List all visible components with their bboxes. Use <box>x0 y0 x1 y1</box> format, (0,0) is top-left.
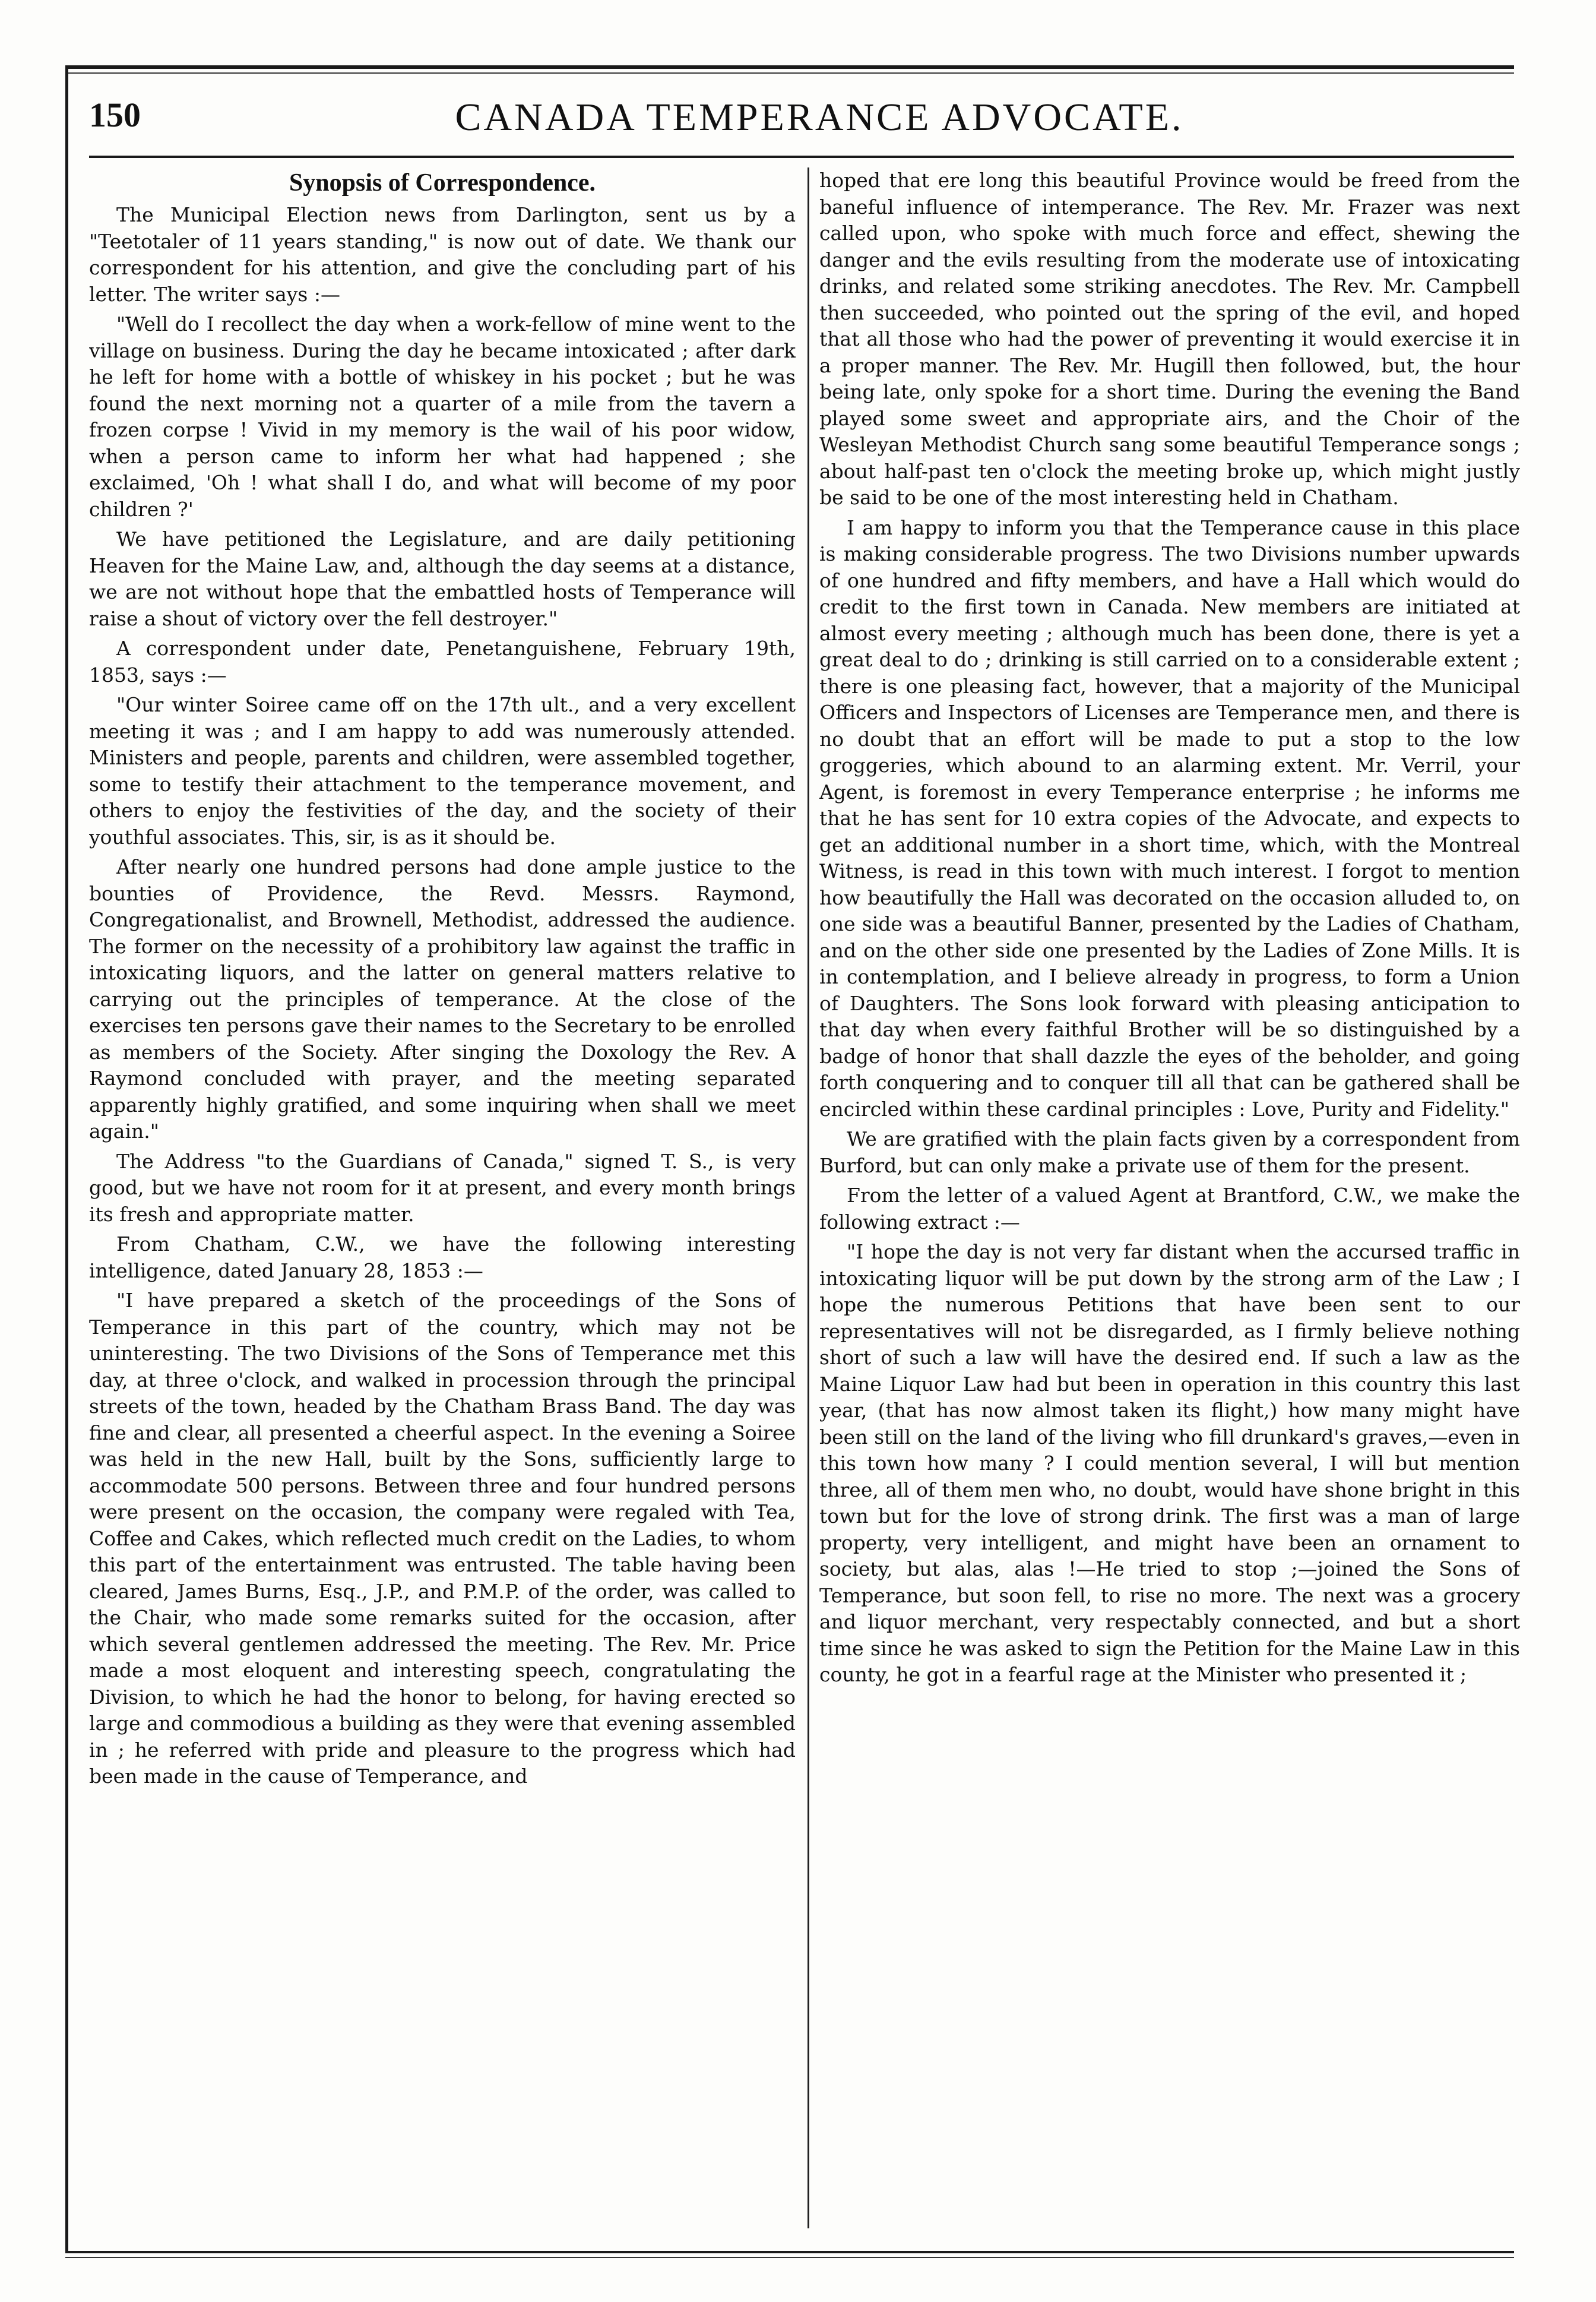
paragraph: We have petitioned the Legislature, and are daily petitioning Heaven for the Maine Law, and, although the day seems at a distance, we are not without hope that the embattled hosts of Temperance will raise a shout of victory over the fell destroyer." <box>89 527 796 630</box>
paragraph: After nearly one hundred persons had done ample justice to the bounties of Providence, the Revd. Messrs. Raymond, Congregationalist, and Brownell, Methodist, addressed the audience. The former on the necessity of a prohibitory law against the traffic in intoxicating liquors, and the latter on general matters relative to carrying out the principles of temperance. At the close of the exercises ten persons gave their names to the Secretary to be enrolled as members of the Society. After singing the Doxology the Rev. A Raymond concluded with prayer, and the meeting separated apparently highly gratified, and some inquiring when shall we meet again." <box>89 855 796 1143</box>
journal-title: CANADA TEMPERANCE ADVOCATE. <box>455 96 1184 139</box>
top-border-rule <box>65 65 1514 69</box>
bottom-border-rule-thin <box>65 2257 1514 2258</box>
left-border-rule <box>65 65 68 2251</box>
paragraph: We are gratified with the plain facts given by a correspondent from Burford, but can only make a private use of them for the present. <box>819 1127 1520 1177</box>
bottom-border-rule <box>65 2251 1514 2253</box>
paragraph: From the letter of a valued Agent at Brantford, C.W., we make the following extract :— <box>819 1184 1520 1234</box>
header-rule <box>89 156 1514 158</box>
paragraph: From Chatham, C.W., we have the following interesting intelligence, dated January 28, 1853 :— <box>89 1232 796 1282</box>
paragraph: "I hope the day is not very far distant when the accursed traffic in intoxicating liquor will be put down by the strong arm of the Law ; I hope the numerous Petitions that have been sent to our representatives will not be disregarded, as I firmly believe nothing short of such a law will have the desired end. If such a law as the Maine Liquor Law had but been in operation in this country this last year, (that has now almost taken its flight,) how many might have been still on the land of the living who fill drunkard's graves,—even in this town how many ? I could mention several, I will but mention three, all of them men who, no doubt, would have shone bright in this town but for the love of strong drink. The first was a man of large property, very intelligent, and might have been an ornament to society, but alas, alas !—He tried to stop ;—joined the Sons of Temperance, but soon fell, to rise no more. The next was a grocery and liquor merchant, very respectably connected, and but a short time since he was asked to sign the Petition for the Maine Law in this county, he got in a fearful rage at the Minister who presented it ; <box>819 1240 1520 1686</box>
section-heading: Synopsis of Correspondence. <box>289 169 596 197</box>
paragraph: "I have prepared a sketch of the proceedings of the Sons of Temperance in this part of the country, which may not be uninteresting. The two Divisions of the Sons of Temperance met this day, at three o'clock, and walked in procession through the principal streets of the town, headed by the Chatham Brass Band. The day was fine and clear, all presented a cheerful aspect. In the evening a Soiree was held in the new Hall, built by the Sons, sufficiently large to accommodate 500 persons. Between three and four hundred persons were present on the occasion, the company were regaled with Tea, Coffee and Cakes, which reflected much credit on the Ladies, to whom this part of the entertainment was entrusted. The table having been cleared, James Burns, Esq., J.P., and P.M.P. of the order, was called to the Chair, who made some remarks suited for the occasion, after which several gentlemen addressed the meeting. The Rev. Mr. Price made a most eloquent and interesting speech, congratulating the Division, to which he had the honor to belong, for having erected so large and commodious a building as they were that evening assembled in ; he referred with pride and pleasure to the progress which had been made in the cause of Temperance, and <box>89 1289 796 1788</box>
paragraph: I am happy to inform you that the Temperance cause in this place is making considerable progress. The two Divisions number upwards of one hundred and fifty members, and have a Hall which would do credit to the first town in Canada. New members are initiated at almost every meeting ; although much has been done, there is yet a great deal to do ; drinking is still carried on to a considerable extent ; there is one pleasing fact, however, that a majority of the Municipal Officers and Inspectors of Licenses are Temperance men, and there is no doubt that an effort will be made to put a stop to the low groggeries, which abound to an alarming extent. Mr. Verril, your Agent, is foremost in every Temperance enterprise ; he informs me that he has sent for 10 extra copies of the Advocate, and expects to get an additional number in a short time, which, with the Montreal Witness, is read in this town with much interest. I forgot to mention how beautifully the Hall was decorated on the occasion alluded to, on one side was a beautiful Banner, presented by the Ladies of Chatham, and on the other side one presented by the Ladies of Zone Mills. It is in contemplation, and I believe already in progress, to form a Union of Daughters. The Sons look forward with pleasing anticipation to that day when every faithful Brother will be so distinguished by a badge of honor that shall dazzle the eyes of the beholder, and going forth conquering and to conquer till all that can be gathered shall be encircled within these cardinal principles : Love, Purity and Fidelity." <box>819 516 1520 1121</box>
right-column <box>819 167 1520 2228</box>
page-number: 150 <box>89 96 141 134</box>
paragraph: A correspondent under date, Penetanguishene, February 19th, 1853, says :— <box>89 637 796 687</box>
page-header <box>89 89 1514 160</box>
column-divider <box>808 167 809 2228</box>
top-border-rule-thin <box>65 72 1514 74</box>
paragraph: "Well do I recollect the day when a work-fellow of mine went to the village on business. During the day he became intoxicated ; after dark he left for home with a bottle of whiskey in his pocket ; but he was found the next morning not a quarter of a mile from the tavern a frozen corpse ! Vivid in my memory is the wail of his poor widow, when a person came to inform her what had happened ; she exclaimed, 'Oh ! what shall I do, and what will become of my poor children ?' <box>89 312 796 521</box>
paragraph: The Address "to the Guardians of Canada," signed T. S., is very good, but we have not room for it at present, and every month brings its fresh and appropriate matter. <box>89 1149 796 1226</box>
left-column <box>89 167 796 2228</box>
paragraph: The Municipal Election news from Darlington, sent us by a "Teetotaler of 11 years standing," is now out of date. We thank our correspondent for his attention, and give the concluding part of his letter. The writer says :— <box>89 203 796 306</box>
paragraph: hoped that ere long this beautiful Province would be freed from the baneful influence of intemperance. The Rev. Mr. Frazer was next called upon, who spoke with much force and effect, shewing the danger and the evils resulting from the moderate use of intoxicating drinks, and related some striking anecdotes. The Rev. Mr. Campbell then succeeded, who pointed out the spring of the evil, and hoped that all those who had the power of preventing it would exercise it in a proper manner. The Rev. Mr. Hugill then followed, but, the hour being late, only spoke for a short time. During the evening the Band played some sweet and appropriate airs, and the Choir of the Wesleyan Methodist Church sang some beautiful Temperance songs ; about half-past ten o'clock the meeting broke up, which might justly be said to be one of the most interesting held in Chatham. <box>819 169 1520 509</box>
paragraph: "Our winter Soiree came off on the 17th ult., and a very excellent meeting it was ; and I am happy to add was numerously attended. Ministers and people, parents and children, were assembled together, some to testify their attachment to the temperance movement, and others to enjoy the festivities of the day, and the society of their youthful associates. This, sir, is as it should be. <box>89 693 796 849</box>
